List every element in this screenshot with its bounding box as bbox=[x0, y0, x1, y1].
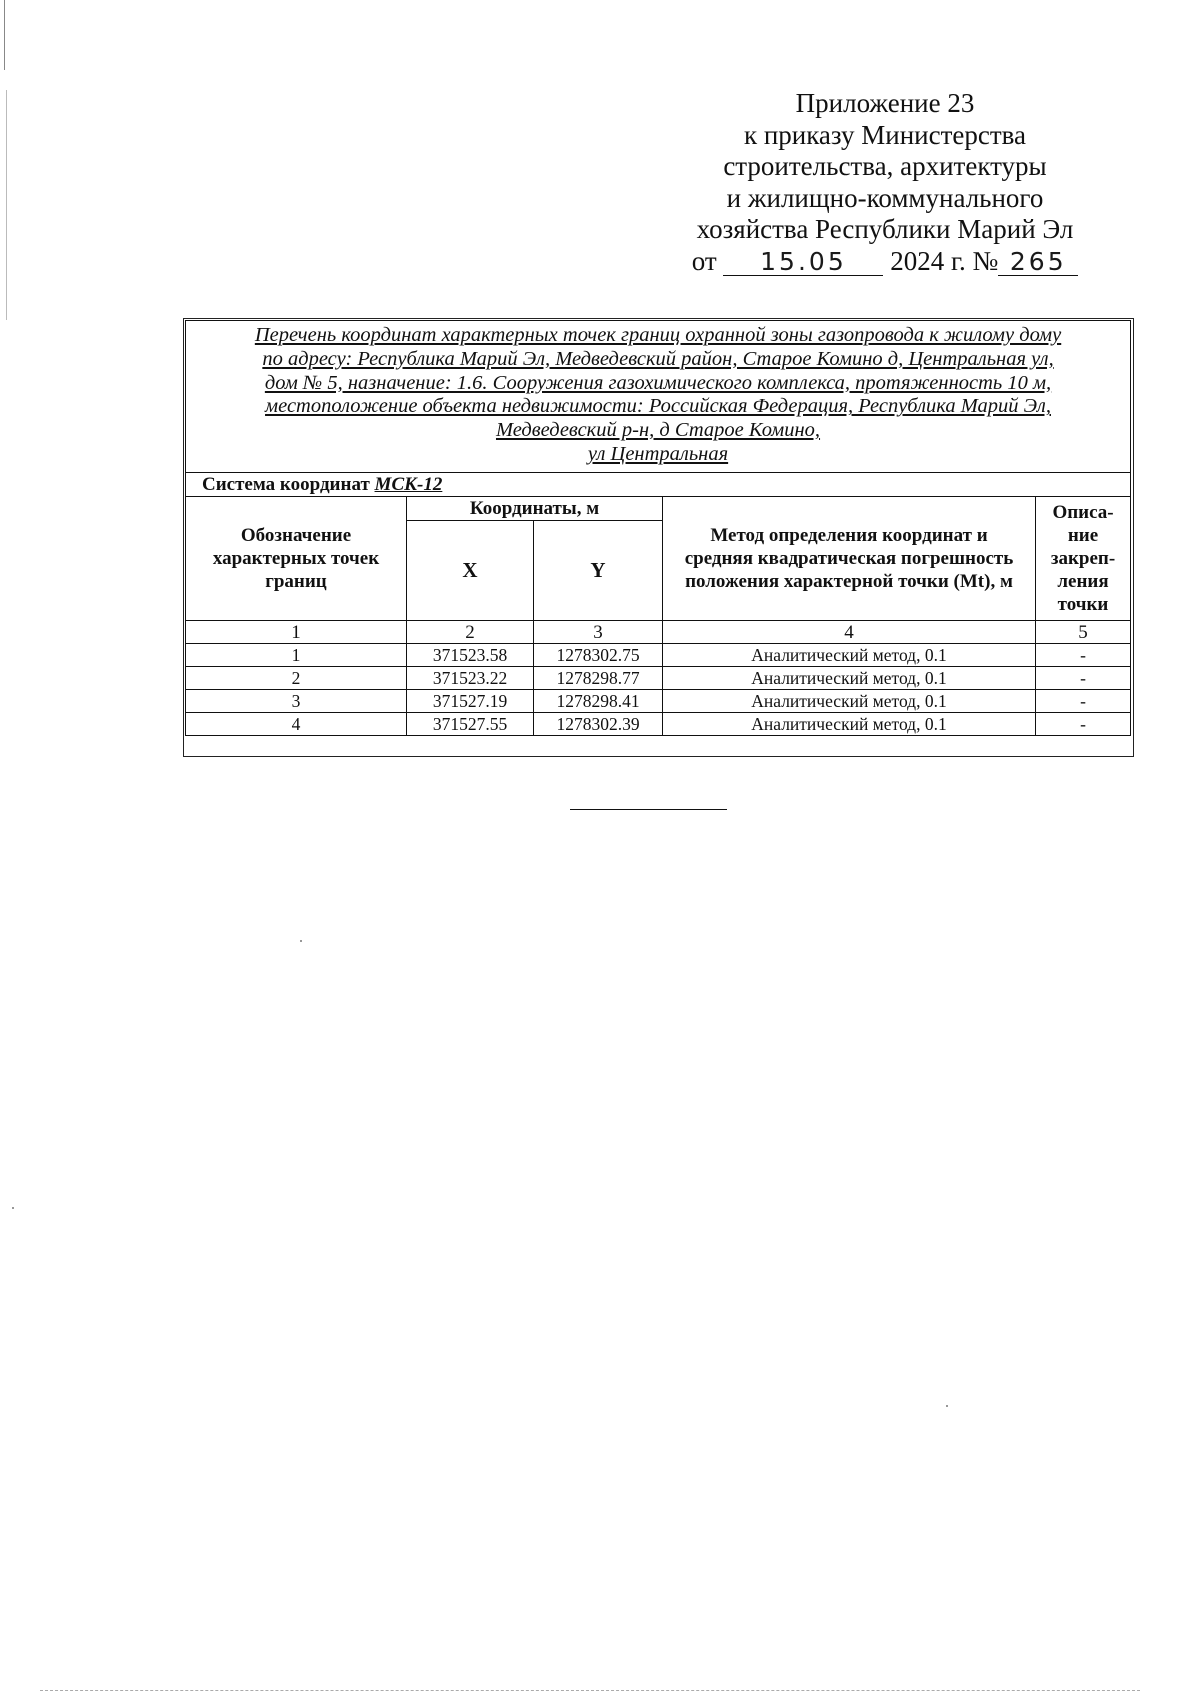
table-row bbox=[186, 713, 1131, 736]
header-x: X bbox=[407, 521, 534, 621]
coordinate-system-value: МСК-12 bbox=[374, 473, 443, 495]
coord-x: 371523.22 bbox=[407, 667, 534, 690]
scan-margin-mark bbox=[4, 0, 5, 70]
order-number-handwritten: 265 bbox=[998, 249, 1078, 276]
coord-y: 1278302.39 bbox=[534, 713, 663, 736]
header-y: Y bbox=[534, 521, 663, 621]
appendix-line-5: хозяйства Республики Марий Эл bbox=[696, 214, 1074, 244]
coordinate-system-row bbox=[186, 473, 1131, 497]
point-number: 2 bbox=[186, 667, 407, 690]
header-designation: Обозначение характерных точек границ bbox=[186, 497, 407, 621]
order-date-handwritten: 15.05 bbox=[723, 249, 883, 276]
appendix-title: Приложение 23 bbox=[795, 88, 975, 118]
coord-x: 371523.58 bbox=[407, 644, 534, 667]
coordinates-table bbox=[185, 320, 1131, 736]
scan-speck bbox=[300, 940, 302, 942]
appendix-line-4: и жилищно-коммунального bbox=[726, 182, 1044, 213]
scan-speck bbox=[946, 1405, 948, 1407]
point-number: 4 bbox=[186, 713, 407, 736]
coord-y: 1278298.41 bbox=[534, 690, 663, 713]
col-number-5: 5 bbox=[1036, 621, 1131, 644]
caption-line-3: дом № 5, назначение: 1.6. Сооружения газохимического комплекса, протяженность 10 м, bbox=[264, 371, 1052, 394]
coord-y: 1278302.75 bbox=[534, 644, 663, 667]
header-description: Описа- ние закреп- ления точки bbox=[1036, 497, 1131, 621]
order-year-text: 2024 г. № bbox=[890, 245, 999, 276]
coord-x: 371527.55 bbox=[407, 713, 534, 736]
table-row bbox=[186, 644, 1131, 667]
method: Аналитический метод, 0.1 bbox=[663, 713, 1036, 736]
method: Аналитический метод, 0.1 bbox=[663, 690, 1036, 713]
caption-line-4: местоположение объекта недвижимости: Российская Федерация, Республика Марий Эл, bbox=[265, 395, 1051, 418]
fixation-desc: - bbox=[1036, 644, 1131, 667]
appendix-line-2: к приказу Министерства bbox=[743, 119, 1027, 150]
col-number-2: 2 bbox=[407, 621, 534, 644]
scan-bottom-edge bbox=[40, 1690, 1140, 1691]
scan-speck bbox=[12, 1207, 14, 1209]
appendix-header bbox=[660, 88, 1110, 277]
col-number-4: 4 bbox=[663, 621, 1036, 644]
caption-line-6: ул Центральная bbox=[587, 442, 729, 465]
point-number: 3 bbox=[186, 690, 407, 713]
method: Аналитический метод, 0.1 bbox=[663, 644, 1036, 667]
caption-line-2: по адресу: Республика Марий Эл, Медведевский район, Старое Комино д, Центральная ул, bbox=[262, 347, 1054, 370]
caption-line-1: Перечень координат характерных точек границ охранной зоны газопровода к жилому дому bbox=[254, 324, 1062, 346]
fixation-desc: - bbox=[1036, 690, 1131, 713]
col-number-1: 1 bbox=[186, 621, 407, 644]
from-prefix: от bbox=[691, 245, 717, 276]
coordinate-system-label: Система координат bbox=[202, 473, 370, 495]
header-method: Метод определения координат и средняя квадратическая погрешность положения характерной точки (Mt), м bbox=[663, 497, 1036, 621]
appendix-line-3: строительства, архитектуры bbox=[723, 151, 1047, 181]
table-row bbox=[186, 690, 1131, 713]
coord-y: 1278298.77 bbox=[534, 667, 663, 690]
table-caption bbox=[186, 321, 1131, 473]
caption-line-5: Медведевский р-н, д Старое Комино, bbox=[495, 419, 821, 442]
end-separator-line bbox=[570, 809, 727, 810]
coord-x: 371527.19 bbox=[407, 690, 534, 713]
header-coordinates: Координаты, м bbox=[407, 497, 663, 521]
column-number-row bbox=[186, 621, 1131, 644]
fixation-desc: - bbox=[1036, 713, 1131, 736]
scan-margin-mark bbox=[6, 90, 7, 320]
method: Аналитический метод, 0.1 bbox=[663, 667, 1036, 690]
table-row bbox=[186, 667, 1131, 690]
order-date-line bbox=[660, 246, 1110, 278]
col-number-3: 3 bbox=[534, 621, 663, 644]
point-number: 1 bbox=[186, 644, 407, 667]
fixation-desc: - bbox=[1036, 667, 1131, 690]
